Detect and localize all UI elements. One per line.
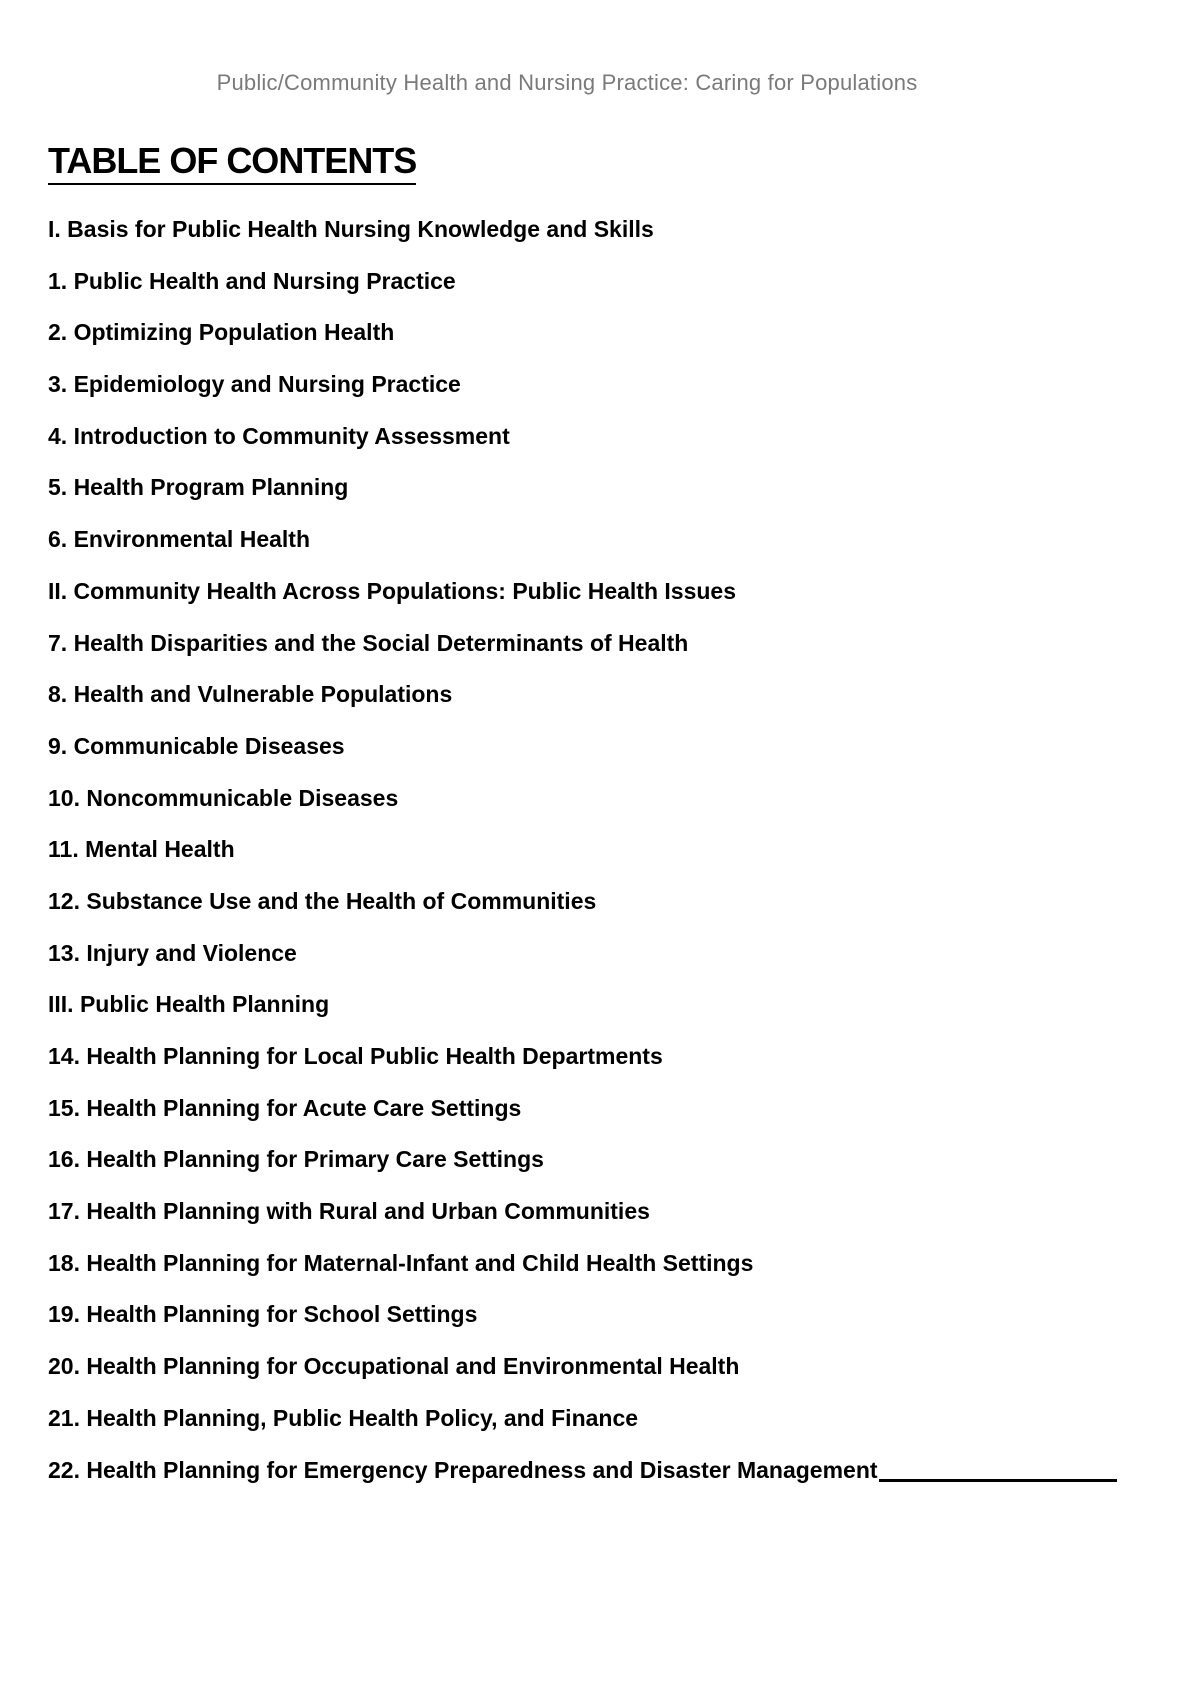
trailing-underline-rule: [879, 1459, 1117, 1482]
toc-chapter-entry: [48, 422, 1168, 477]
toc-entry-text: 13. Injury and Violence: [48, 939, 297, 966]
toc-part-entry: [48, 993, 1168, 1045]
toc-chapter-entry: [48, 629, 1168, 684]
toc-chapter-entry: [48, 939, 1168, 994]
toc-chapter-entry: [48, 373, 1168, 425]
toc-chapter-entry: [48, 1355, 1168, 1407]
toc-chapter-entry: [48, 887, 1168, 942]
toc-chapter-entry: [48, 1200, 1168, 1252]
toc-entry-text: 14. Health Planning for Local Public Health Departments: [48, 1043, 663, 1069]
toc-entry-text: II. Community Health Across Populations: Public Health Issues: [48, 577, 737, 604]
toc-entry-text: 3. Epidemiology and Nursing Practice: [48, 371, 461, 398]
toc-chapter-entry: [48, 732, 1168, 787]
toc-entry-text: 22. Health Planning for Emergency Preparedness and Disaster Management: [48, 1456, 878, 1483]
toc-chapter-entry: [48, 1249, 1168, 1304]
toc-entry-text: 17. Health Planning with Rural and Urban Communities: [48, 1198, 650, 1225]
toc-chapter-entry: [48, 683, 1168, 735]
toc-entry-text: 21. Health Planning, Public Health Policy, and Finance: [48, 1404, 639, 1431]
toc-chapter-entry: [48, 321, 1168, 373]
toc-chapter-entry: [48, 1094, 1168, 1149]
running-header: Public/Community Health and Nursing Practice: Caring for Populations: [216, 70, 918, 95]
toc-entry-text: 18. Health Planning for Maternal-Infant and Child Health Settings: [48, 1249, 754, 1276]
toc-chapter-entry: [48, 1045, 1168, 1097]
toc-chapter-entry: [48, 1303, 1168, 1355]
toc-list: [48, 218, 1168, 1510]
toc-entry-text: 11. Mental Health: [48, 836, 235, 863]
toc-entry-text: 7. Health Disparities and the Social Determinants of Health: [48, 629, 689, 656]
toc-chapter-entry: [48, 1148, 1168, 1200]
toc-chapter-entry: [48, 476, 1168, 528]
toc-entry-text: 4. Introduction to Community Assessment: [48, 422, 510, 449]
toc-entry-text: 1. Public Health and Nursing Practice: [48, 267, 456, 294]
toc-entry-text: 12. Substance Use and the Health of Communities: [48, 887, 597, 914]
toc-part-entry: [48, 577, 1168, 632]
toc-chapter-entry: [48, 838, 1168, 890]
toc-heading: TABLE OF CONTENTS: [48, 140, 416, 185]
toc-entry-text: 19. Health Planning for School Settings: [48, 1301, 478, 1328]
toc-entry-text: 8. Health and Vulnerable Populations: [48, 681, 453, 708]
toc-chapter-entry: [48, 784, 1168, 839]
toc-entry-text: 9. Communicable Diseases: [48, 732, 345, 759]
toc-entry-text: III. Public Health Planning: [48, 991, 330, 1018]
toc-entry-text: 20. Health Planning for Occupational and Environmental Health: [48, 1353, 740, 1380]
toc-chapter-entry: [48, 528, 1168, 580]
toc-entry-text: 2. Optimizing Population Health: [48, 319, 395, 346]
toc-chapter-entry: [48, 1456, 1168, 1511]
toc-entry-text: 6. Environmental Health: [48, 526, 311, 553]
toc-chapter-entry: [48, 267, 1168, 322]
toc-entry-text: I. Basis for Public Health Nursing Knowledge and Skills: [48, 216, 654, 242]
toc-entry-text: 15. Health Planning for Acute Care Settings: [48, 1094, 522, 1121]
toc-entry-text: 10. Noncommunicable Diseases: [48, 784, 399, 811]
toc-entry-text: 16. Health Planning for Primary Care Settings: [48, 1146, 544, 1173]
toc-part-entry: [48, 218, 1168, 270]
toc-entry-text: 5. Health Program Planning: [48, 474, 349, 501]
toc-chapter-entry: [48, 1404, 1168, 1459]
